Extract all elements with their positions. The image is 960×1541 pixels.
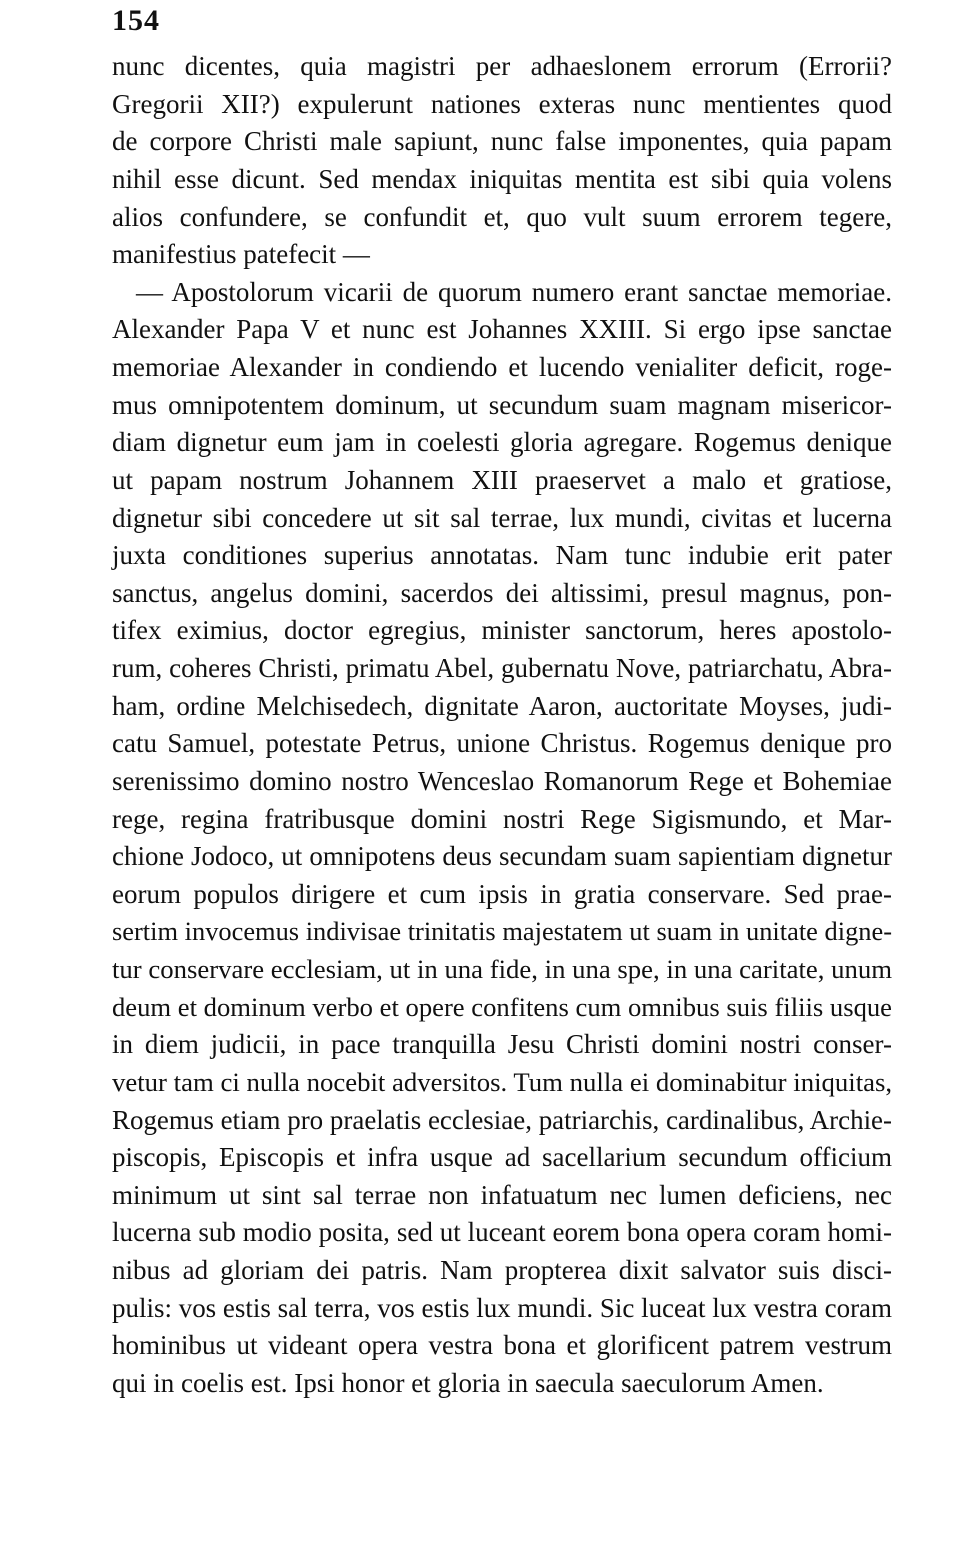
text-line: nihil esse dicunt. Sed mendax iniquitas mentita est sibi quia volens (112, 163, 892, 194)
page-number: 154 (112, 4, 160, 37)
text-line: Rogemus etiam pro praelatis ecclesiae, patriarchis, cardinalibus, Archie- (112, 1104, 892, 1135)
text-line: mus omnipotentem dominum, ut secundum suam magnam misericor- (112, 389, 892, 420)
text-line: Alexander Papa V et nunc est Johannes XXIII. Si ergo ipse sanctae (112, 314, 892, 345)
text-line: sanctus, angelus domini, sacerdos dei altissimi, presul magnus, pon- (112, 577, 892, 608)
text-line: piscopis, Episcopis et infra usque ad sacellarium secundum officium (112, 1142, 892, 1173)
text-line: memoriae Alexander in condiendo et lucendo venialiter deficit, roge- (112, 352, 892, 382)
text-line: diam dignetur eum jam in coelesti gloria agregare. Rogemus denique (112, 427, 892, 458)
text-line: serenissimo domino nostro Wenceslao Romanorum Rege et Bohemiae (112, 765, 892, 796)
text-line: eorum populos dirigere et cum ipsis in gratia conservare. Sed prae- (112, 878, 892, 909)
text-line: in diem judicii, in pace tranquilla Jesu Christi domini nostri conser- (112, 1029, 892, 1060)
text-line: dignetur sibi concedere ut sit sal terrae, lux mundi, civitas et lucerna (112, 502, 892, 533)
text-line: pulis: vos estis sal terra, vos estis lux mundi. Sic luceat lux vestra coram (112, 1292, 892, 1323)
text-line: tifex eximius, doctor egregius, minister sanctorum, heres apostolo- (112, 615, 892, 646)
text-line: minimum ut sint sal terrae non infatuatum nec lumen deficiens, nec (112, 1179, 892, 1210)
text-line: rum, coheres Christi, primatu Abel, gubernatu Nove, patriarchatu, Abra- (112, 653, 892, 683)
text-line: tur conservare ecclesiam, ut in una fide, in una spe, in una caritate, unum (112, 954, 892, 984)
text-line: catu Samuel, potestate Petrus, unione Christus. Rogemus denique pro (112, 728, 892, 759)
text-line: nibus ad gloriam dei patris. Nam propterea dixit salvator suis disci- (112, 1255, 892, 1285)
text-line: ham, ordine Melchisedech, dignitate Aaron, auctoritate Moyses, judi- (112, 690, 892, 721)
text-line: lucerna sub modio posita, sed ut luceant eorem bona opera coram homi- (112, 1217, 892, 1248)
text-line: Gregorii XII?) expulerunt nationes exteras nunc mentientes quod (112, 88, 892, 119)
text-line: qui in coelis est. Ipsi honor et gloria in saecula saeculorum Amen. (112, 1367, 824, 1398)
text-line: nunc dicentes, quia magistri per adhaeslonem errorum (Errorii? (112, 51, 892, 81)
text-line: hominibus ut videant opera vestra bona et glorificent patrem vestrum (112, 1330, 892, 1361)
text-line: ut papam nostrum Johannem XIII praeservet a malo et gratiose, (112, 464, 892, 495)
text-line: sertim invocemus indivisae trinitatis majestatem ut suam in unitate digne- (112, 916, 892, 947)
text-line: manifestius patefecit — (112, 239, 370, 270)
text-line: chione Jodoco, ut omnipotens deus secundam suam sapientiam dignetur (112, 841, 892, 872)
text-line: vetur tam ci nulla nocebit adversitos. Tum nulla ei dominabitur iniquitas, (112, 1066, 893, 1097)
text-line: juxta conditiones superius annotatas. Nam tunc indubie erit pater (112, 540, 892, 571)
text-line: deum et dominum verbo et opere confitens cum omnibus suis filiis usque (112, 991, 892, 1022)
text-line: de corpore Christi male sapiunt, nunc false imponentes, quia papam (112, 126, 892, 157)
text-line: rege, regina fratribusque domini nostri Rege Sigismundo, et Mar- (112, 803, 892, 834)
text-line: alios confundere, se confundit et, quo vult suum errorem tegere, (112, 201, 892, 232)
body-text (112, 48, 892, 1403)
text-line: — Apostolorum vicarii de quorum numero erant sanctae memoriae. (136, 276, 892, 307)
